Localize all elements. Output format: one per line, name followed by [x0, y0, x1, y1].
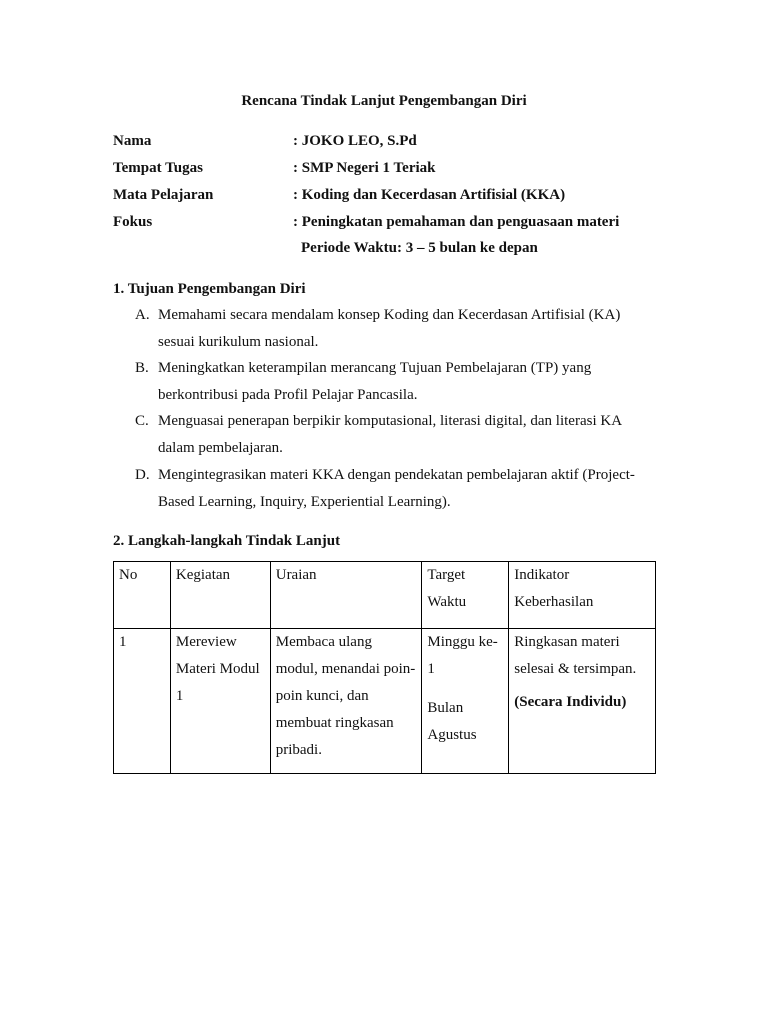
indicator-text: Ringkasan materi selesai & tersimpan.	[514, 634, 637, 677]
cell-target-waktu	[422, 629, 509, 774]
info-label: Fokus	[113, 214, 153, 230]
goal-letter: A.	[135, 307, 150, 323]
goal-letter: D.	[135, 467, 150, 483]
section-2-heading: 2. Langkah-langkah Tindak Lanjut	[113, 533, 341, 549]
goal-text: Memahami secara mendalam konsep Koding dan Kecerdasan Artifisial (KA) sesuai kurikulum nasional.	[158, 307, 621, 350]
cell-kegiatan: Mereview Materi Modul 1	[170, 629, 270, 774]
table-header-row	[114, 562, 656, 629]
info-value: : SMP Negeri 1 Teriak	[293, 160, 436, 176]
column-header-target-waktu: Target Waktu	[422, 562, 509, 629]
goal-text: Mengintegrasikan materi KKA dengan pendekatan pembelajaran aktif (Project-Based Learning, Inquiry, Experiential Learning).	[158, 467, 635, 510]
spacer	[427, 683, 503, 695]
cell-uraian: Membaca ulang modul, menandai poin-poin kunci, dan membuat ringkasan pribadi.	[270, 629, 422, 774]
periode-waktu: Periode Waktu: 3 – 5 bulan ke depan	[301, 240, 538, 256]
info-value: : Koding dan Kecerdasan Artifisial (KKA)	[293, 187, 566, 203]
table-row	[114, 629, 656, 774]
column-header-kegiatan: Kegiatan	[170, 562, 270, 629]
info-label: Tempat Tugas	[113, 160, 203, 176]
column-header-indikator: Indikator Keberhasilan	[509, 562, 656, 629]
action-plan-table	[113, 561, 656, 774]
document-title: Rencana Tindak Lanjut Pengembangan Diri	[241, 93, 527, 109]
target-month: Bulan Agustus	[427, 700, 477, 743]
cell-indikator	[509, 629, 656, 774]
column-header-uraian: Uraian	[270, 562, 422, 629]
info-label: Nama	[113, 133, 152, 149]
info-value: : Peningkatan pemahaman dan penguasaan materi	[293, 214, 620, 230]
section-1-heading: 1. Tujuan Pengembangan Diri	[113, 281, 306, 297]
goal-text: Meningkatkan keterampilan merancang Tujuan Pembelajaran (TP) yang berkontribusi pada Profil Pelajar Pancasila.	[158, 360, 592, 403]
cell-no: 1	[114, 629, 171, 774]
target-week: Minggu ke-1	[427, 634, 498, 677]
goal-letter: B.	[135, 360, 149, 376]
goal-text: Menguasai penerapan berpikir komputasional, literasi digital, dan literasi KA dalam pembelajaran.	[158, 413, 622, 456]
info-value: : JOKO LEO, S.Pd	[293, 133, 417, 149]
goal-letter: C.	[135, 413, 149, 429]
indicator-note: (Secara Individu)	[514, 694, 627, 710]
info-label: Mata Pelajaran	[113, 187, 214, 203]
column-header-no: No	[114, 562, 171, 629]
